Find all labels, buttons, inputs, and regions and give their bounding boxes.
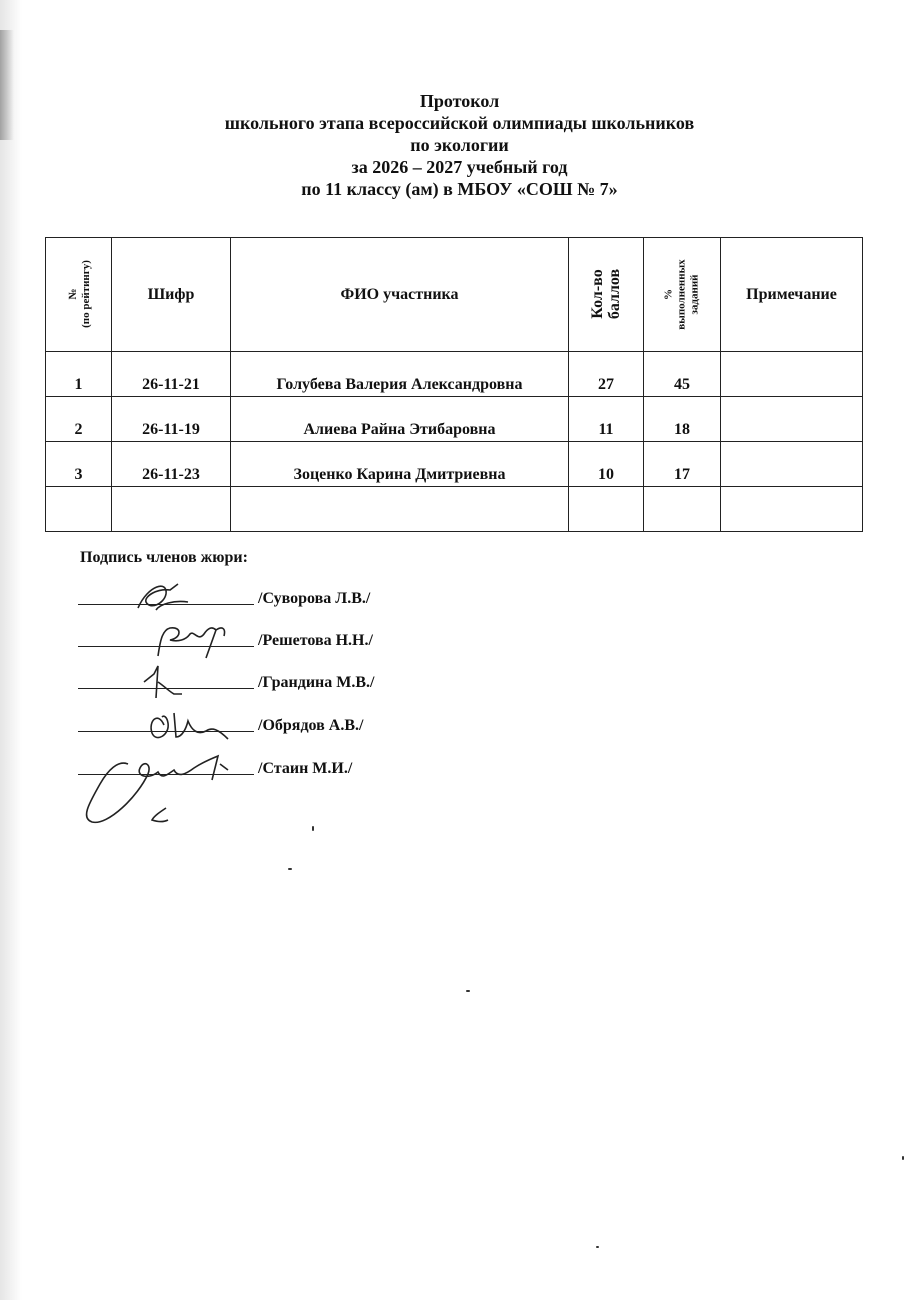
cell-name: Алиева Райна Этибаровна xyxy=(231,397,569,442)
cell-percent: 45 xyxy=(644,352,721,397)
cell-name: Зоценко Карина Дмитриевна xyxy=(231,442,569,487)
cell-rank: 2 xyxy=(46,397,112,442)
cell-score: 10 xyxy=(569,442,644,487)
header-score-line1: Кол-во xyxy=(589,269,606,319)
jury-signature-row xyxy=(78,580,398,608)
cell-note xyxy=(721,442,863,487)
doc-year: за 2026 – 2027 учебный год xyxy=(351,157,568,177)
doc-subtitle: школьного этапа всероссийской олимпиады школьников xyxy=(224,113,695,133)
cell-percent: 17 xyxy=(644,442,721,487)
jury-member-name: /Стаин М.И./ xyxy=(258,760,353,777)
doc-subject: по экологии xyxy=(410,135,509,155)
cell-percent: 18 xyxy=(644,397,721,442)
jury-signature-row xyxy=(78,664,398,692)
table-row xyxy=(46,397,863,442)
cell-score: 11 xyxy=(569,397,644,442)
cell-code: 26-11-19 xyxy=(112,397,231,442)
cell-code: 26-11-21 xyxy=(112,352,231,397)
cell-name: Голубева Валерия Александровна xyxy=(231,352,569,397)
cell-note xyxy=(721,352,863,397)
handwritten-signature-icon xyxy=(78,707,258,747)
jury-signature-row xyxy=(78,750,398,778)
signature-line xyxy=(78,646,254,647)
jury-member-name: /Обрядов А.В./ xyxy=(258,717,364,734)
jury-member-name: /Суворова Л.В./ xyxy=(258,590,371,607)
table-row-empty xyxy=(46,487,863,532)
signature-line xyxy=(78,774,254,775)
scan-speck xyxy=(902,1156,904,1160)
header-rank xyxy=(46,238,112,352)
cell-note xyxy=(721,487,863,532)
handwritten-signature-icon xyxy=(78,664,258,704)
cell-score xyxy=(569,487,644,532)
scan-speck xyxy=(466,990,470,992)
handwritten-signature-icon xyxy=(78,750,258,830)
header-note: Примечание xyxy=(721,238,863,352)
header-rank-caption: (по рейтингу) xyxy=(79,260,92,328)
signature-line xyxy=(78,688,254,689)
jury-signature-row xyxy=(78,622,398,650)
doc-title: Протокол xyxy=(419,91,500,111)
header-percent-symbol: % xyxy=(662,288,675,300)
header-percent xyxy=(644,238,721,352)
cell-score: 27 xyxy=(569,352,644,397)
cell-rank xyxy=(46,487,112,532)
header-percent-line3: заданий xyxy=(688,274,701,315)
header-score xyxy=(569,238,644,352)
cell-rank: 3 xyxy=(46,442,112,487)
handwritten-signature-icon xyxy=(78,622,258,662)
cell-code: 26-11-23 xyxy=(112,442,231,487)
table-row xyxy=(46,442,863,487)
cell-percent xyxy=(644,487,721,532)
cell-name xyxy=(231,487,569,532)
handwritten-signature-icon xyxy=(78,580,258,620)
header-percent-line2: выполненных xyxy=(675,258,688,330)
scan-speck xyxy=(288,868,292,870)
header-name: ФИО участника xyxy=(231,238,569,352)
signature-line xyxy=(78,731,254,732)
scan-speck xyxy=(312,826,314,831)
scan-speck xyxy=(596,1246,599,1248)
table-row xyxy=(46,352,863,397)
cell-rank: 1 xyxy=(46,352,112,397)
jury-member-name: /Грандина М.В./ xyxy=(258,674,375,691)
header-code: Шифр xyxy=(112,238,231,352)
signature-line xyxy=(78,604,254,605)
jury-signature-row xyxy=(78,707,398,735)
document-header xyxy=(0,90,919,200)
jury-title: Подпись членов жюри: xyxy=(80,549,248,566)
doc-class-school: по 11 классу (ам) в МБОУ «СОШ № 7» xyxy=(301,179,618,199)
cell-note xyxy=(721,397,863,442)
table-header-row xyxy=(46,238,863,352)
header-score-line2: баллов xyxy=(606,268,623,320)
jury-member-name: /Решетова Н.Н./ xyxy=(258,632,373,649)
cell-code xyxy=(112,487,231,532)
header-rank-symbol: № xyxy=(66,288,79,300)
results-table xyxy=(45,237,863,532)
